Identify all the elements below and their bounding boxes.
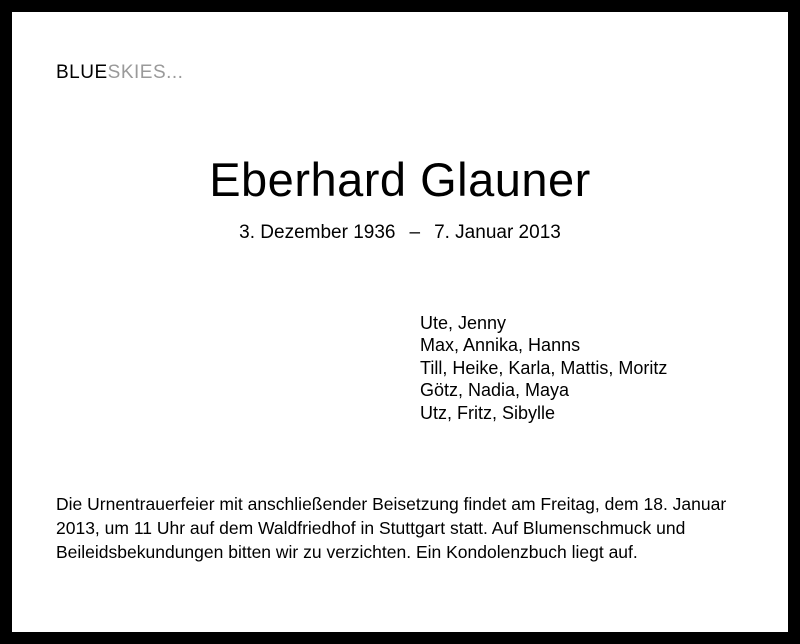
survivors-list [420, 312, 667, 424]
list-item: Till, Heike, Karla, Mattis, Moritz [420, 357, 668, 378]
life-dates [12, 222, 788, 244]
publisher-logo [56, 62, 183, 84]
birth-date: 3. Dezember 1936 [239, 222, 396, 243]
logo-text-primary: BLUE [56, 62, 108, 83]
date-separator: – [409, 222, 421, 243]
funeral-notice-text: Die Urnentrauerfeier mit anschließender Beisetzung findet am Freitag, dem 18. Januar 2013, um 11 Uhr auf dem Waldfriedhof in Stuttgart statt. Auf Blumenschmuck und Beileidsbekundungen bitten wir zu verzichten. Ein Kondolenzbuch liegt auf. [56, 494, 727, 562]
logo-text-secondary: SKIES... [107, 62, 184, 83]
list-item: Max, Annika, Hanns [420, 335, 581, 356]
obituary-card [12, 12, 788, 632]
deceased-name: Eberhard Glauner [209, 153, 591, 206]
list-item: Götz, Nadia, Maya [420, 380, 570, 401]
list-item: Utz, Fritz, Sibylle [420, 402, 556, 423]
death-date: 7. Januar 2013 [434, 222, 561, 243]
list-item: Ute, Jenny [420, 313, 507, 333]
